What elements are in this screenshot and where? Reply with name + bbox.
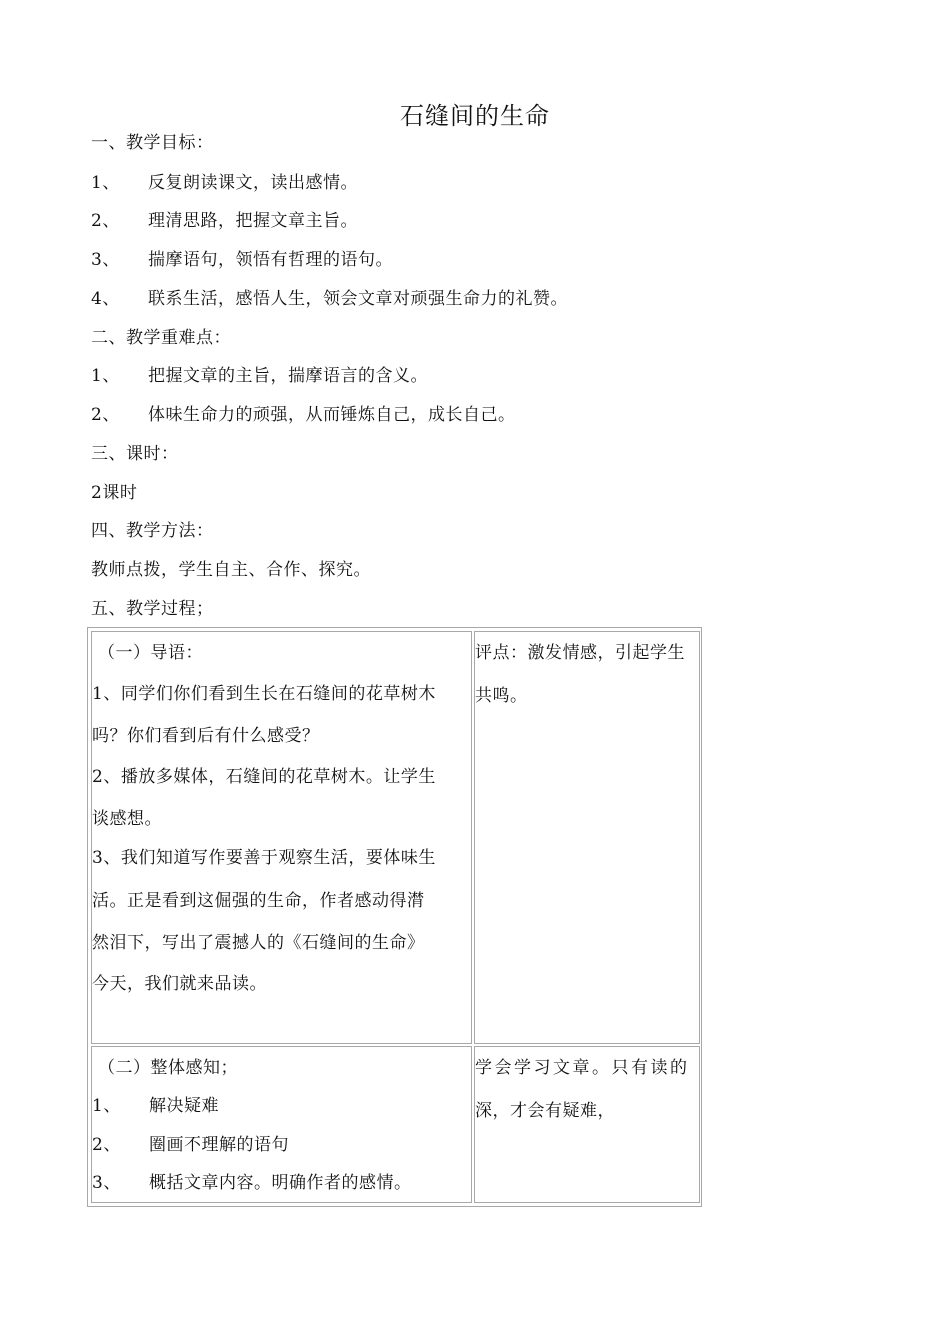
table-cell-intro — [91, 631, 472, 1044]
section-heading-key-points: 二、教学重难点： — [91, 328, 231, 348]
goal-item-text: 揣摩语句，领悟有哲理的语句。 — [148, 250, 393, 270]
key-point-item — [91, 361, 428, 386]
goal-item-text: 反复朗读课文，读出感情。 — [148, 173, 358, 193]
key-point-text: 体味生命力的顽强，从而锤炼自己，成长自己。 — [148, 405, 516, 425]
goal-item — [91, 206, 358, 231]
overview-item — [92, 1130, 289, 1155]
intro-line: 吗？你们看到后有什么感受？ — [92, 726, 320, 746]
intro-line: 谈感想。 — [92, 809, 162, 829]
comment-line: 学会学习文章。只有读的 — [475, 1058, 690, 1078]
overview-item-text: 概括文章内容。明确作者的感情。 — [149, 1173, 412, 1193]
methods-value: 教师点拨，学生自主、合作、探究。 — [91, 560, 371, 580]
overview-item-text: 解决疑难 — [149, 1096, 219, 1116]
goal-item — [91, 168, 358, 193]
intro-line: 今天，我们就来品读。 — [92, 974, 267, 994]
intro-heading: （一）导语： — [98, 643, 203, 663]
comment-line: 深，才会有疑难， — [475, 1101, 615, 1121]
section-heading-hours: 三、课时： — [91, 444, 179, 464]
overview-item-text: 圈画不理解的语句 — [149, 1135, 289, 1155]
intro-line: 活。正是看到这倔强的生命，作者感动得潸 — [92, 891, 425, 911]
document-title: 石缝间的生命 — [400, 102, 550, 130]
overview-item-number: 3、 — [92, 1173, 121, 1193]
table-cell-comment-2 — [474, 1046, 700, 1203]
goal-item-text: 联系生活，感悟人生，领会文章对顽强生命力的礼赞。 — [148, 289, 568, 309]
key-point-item — [91, 400, 516, 425]
overview-item-number: 1、 — [92, 1096, 121, 1116]
intro-line: 3、我们知道写作要善于观察生活，要体味生 — [92, 848, 436, 868]
process-table — [87, 627, 702, 1207]
overview-item-number: 2、 — [92, 1135, 121, 1155]
intro-line: 1、同学们你们看到生长在石缝间的花草树木 — [92, 684, 436, 704]
goal-item-number: 2、 — [91, 211, 120, 231]
section-heading-methods: 四、教学方法： — [91, 521, 214, 541]
section-heading-goals: 一、教学目标： — [91, 133, 214, 153]
overview-item — [92, 1168, 412, 1193]
table-cell-overview — [91, 1046, 472, 1203]
overview-item — [92, 1091, 219, 1116]
comment-line: 评点：激发情感，引起学生 — [475, 643, 685, 663]
table-cell-comment-1 — [474, 631, 700, 1044]
goal-item — [91, 284, 568, 309]
goal-item-text: 理清思路，把握文章主旨。 — [148, 211, 358, 231]
goal-item-number: 1、 — [91, 173, 120, 193]
intro-line: 然泪下，写出了震撼人的《石缝间的生命》 — [92, 933, 425, 953]
key-point-number: 1、 — [91, 366, 120, 386]
key-point-text: 把握文章的主旨，揣摩语言的含义。 — [148, 366, 428, 386]
overview-heading: （二）整体感知； — [98, 1058, 238, 1078]
key-point-number: 2、 — [91, 405, 120, 425]
section-heading-process: 五、教学过程； — [91, 599, 214, 619]
goal-item — [91, 245, 393, 270]
comment-line: 共鸣。 — [475, 686, 528, 706]
goal-item-number: 4、 — [91, 289, 120, 309]
hours-value: 2课时 — [91, 483, 138, 503]
goal-item-number: 3、 — [91, 250, 120, 270]
intro-line: 2、播放多媒体，石缝间的花草树木。让学生 — [92, 767, 436, 787]
